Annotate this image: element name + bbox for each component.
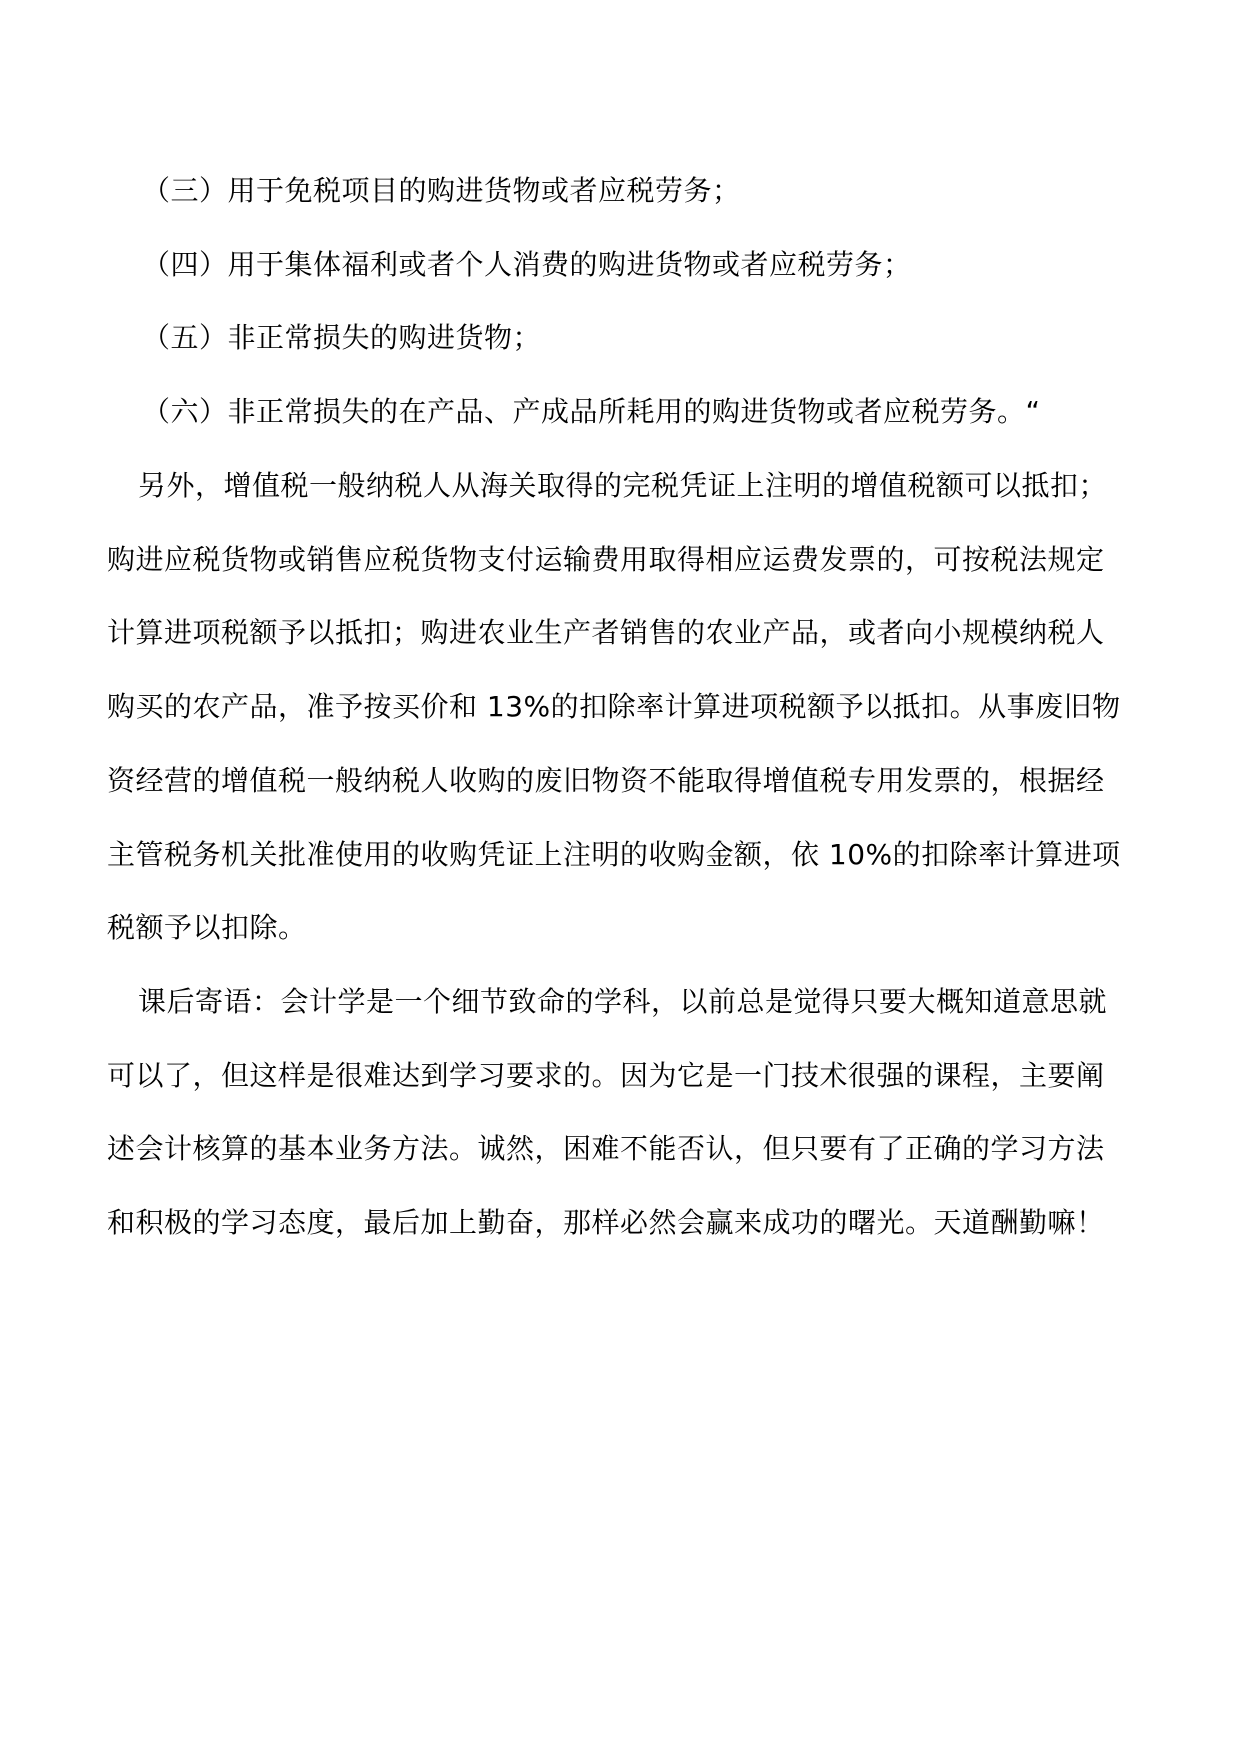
paragraph-line: 计算进项税额予以抵扣；购进农业生产者销售的农业产品，或者向小规模纳税人 bbox=[107, 616, 1105, 649]
paragraph-line: 资经营的增值税一般纳税人收购的废旧物资不能取得增值税专用发票的，根据经 bbox=[107, 764, 1105, 797]
list-item: （四）用于集体福利或者个人消费的购进货物或者应税劳务； bbox=[142, 248, 912, 281]
paragraph-line: 购买的农产品，准予按买价和 13%的扣除率计算进项税额予以抵扣。从事废旧物 bbox=[107, 690, 1121, 723]
list-item: （五）非正常损失的购进货物； bbox=[142, 321, 542, 354]
paragraph-line: 和积极的学习态度，最后加上勤奋，那样必然会赢来成功的曙光。天道酬勤嘛！ bbox=[107, 1206, 1105, 1239]
paragraph-line: 主管税务机关批准使用的收购凭证上注明的收购金额，依 10%的扣除率计算进项 bbox=[107, 838, 1121, 871]
paragraph-line: 税额予以扣除。 bbox=[107, 911, 307, 944]
paragraph-line: 可以了，但这样是很难达到学习要求的。因为它是一门技术很强的课程，主要阐 bbox=[107, 1059, 1105, 1092]
paragraph-line: 述会计核算的基本业务方法。诚然，困难不能否认，但只要有了正确的学习方法 bbox=[107, 1132, 1105, 1165]
list-item: （三）用于免税项目的购进货物或者应税劳务； bbox=[142, 174, 741, 207]
paragraph-line: 另外，增值税一般纳税人从海关取得的完税凭证上注明的增值税额可以抵扣； bbox=[138, 469, 1108, 502]
paragraph-line: 课后寄语：会计学是一个细节致命的学科，以前总是觉得只要大概知道意思就 bbox=[138, 985, 1108, 1018]
paragraph-line: 购进应税货物或销售应税货物支付运输费用取得相应运费发票的，可按税法规定 bbox=[107, 543, 1105, 576]
list-item: （六）非正常损失的在产品、产成品所耗用的购进货物或者应税劳务。“ bbox=[142, 395, 1041, 428]
